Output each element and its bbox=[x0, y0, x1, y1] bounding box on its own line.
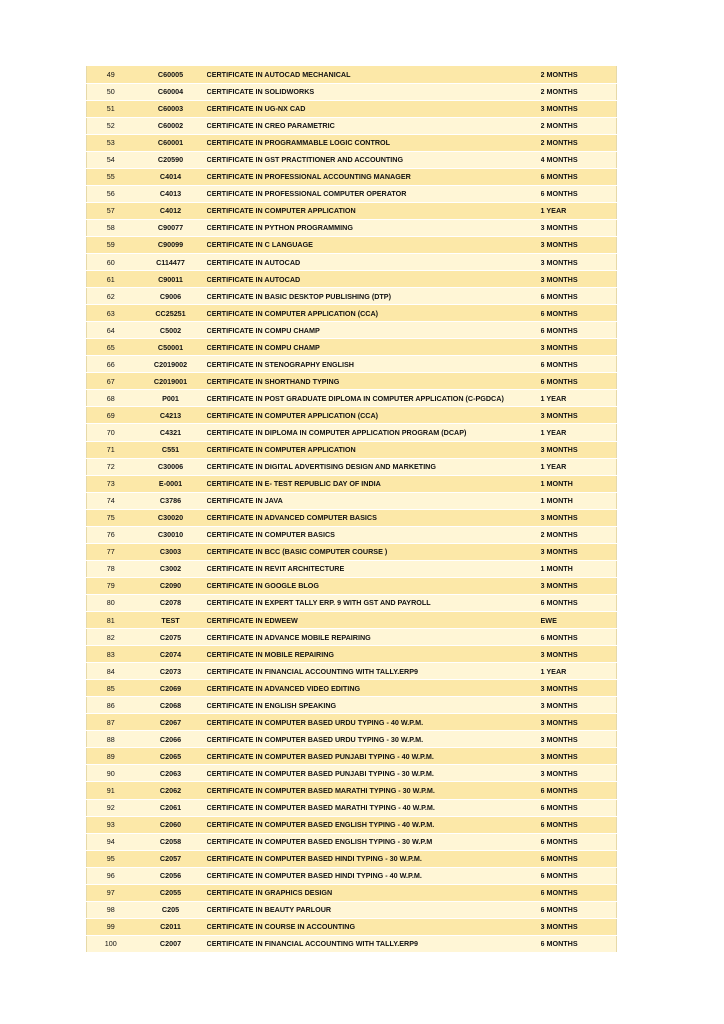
course-name-cell: CERTIFICATE IN POST GRADUATE DIPLOMA IN COMPUTER APPLICATION (C-PGDCA) bbox=[207, 390, 541, 407]
serial-number-cell: 50 bbox=[87, 83, 135, 100]
course-duration-cell: 3 MONTHS bbox=[541, 441, 617, 458]
serial-number-cell: 86 bbox=[87, 697, 135, 714]
serial-number-cell: 99 bbox=[87, 918, 135, 935]
course-name-cell: CERTIFICATE IN GRAPHICS DESIGN bbox=[207, 884, 541, 901]
course-name-cell: CERTIFICATE IN AUTOCAD bbox=[207, 254, 541, 271]
course-code-cell: C30010 bbox=[135, 526, 207, 543]
course-code-cell: C3003 bbox=[135, 543, 207, 560]
course-name-cell: CERTIFICATE IN PROFESSIONAL COMPUTER OPERATOR bbox=[207, 185, 541, 202]
course-code-cell: C2078 bbox=[135, 594, 207, 611]
table-row bbox=[87, 83, 617, 100]
course-name-cell: CERTIFICATE IN AUTOCAD bbox=[207, 271, 541, 288]
course-duration-cell: 2 MONTHS bbox=[541, 83, 617, 100]
table-row bbox=[87, 799, 617, 816]
course-code-cell: C2060 bbox=[135, 816, 207, 833]
course-name-cell: CERTIFICATE IN COMPU CHAMP bbox=[207, 322, 541, 339]
course-code-cell: C4321 bbox=[135, 424, 207, 441]
table-row bbox=[87, 424, 617, 441]
course-duration-cell: 2 MONTHS bbox=[541, 117, 617, 134]
serial-number-cell: 89 bbox=[87, 748, 135, 765]
course-duration-cell: 1 YEAR bbox=[541, 424, 617, 441]
course-name-cell: CERTIFICATE IN JAVA bbox=[207, 492, 541, 509]
course-duration-cell: 6 MONTHS bbox=[541, 867, 617, 884]
course-name-cell: CERTIFICATE IN EDWEEW bbox=[207, 612, 541, 629]
course-duration-cell: 3 MONTHS bbox=[541, 731, 617, 748]
table-row bbox=[87, 185, 617, 202]
table-row bbox=[87, 543, 617, 560]
table-row bbox=[87, 509, 617, 526]
course-duration-cell: 6 MONTHS bbox=[541, 884, 617, 901]
serial-number-cell: 82 bbox=[87, 629, 135, 646]
course-code-cell: C5002 bbox=[135, 322, 207, 339]
course-duration-cell: 6 MONTHS bbox=[541, 594, 617, 611]
course-code-cell: C2057 bbox=[135, 850, 207, 867]
serial-number-cell: 66 bbox=[87, 356, 135, 373]
course-duration-cell: 4 MONTHS bbox=[541, 151, 617, 168]
course-duration-cell: 3 MONTHS bbox=[541, 543, 617, 560]
course-code-cell: C60001 bbox=[135, 134, 207, 151]
course-duration-cell: 3 MONTHS bbox=[541, 714, 617, 731]
serial-number-cell: 90 bbox=[87, 765, 135, 782]
serial-number-cell: 67 bbox=[87, 373, 135, 390]
serial-number-cell: 72 bbox=[87, 458, 135, 475]
table-row bbox=[87, 714, 617, 731]
table-row bbox=[87, 697, 617, 714]
table-row bbox=[87, 236, 617, 253]
course-name-cell: CERTIFICATE IN COMPUTER BASED MARATHI TYPING - 30 W.P.M. bbox=[207, 782, 541, 799]
serial-number-cell: 71 bbox=[87, 441, 135, 458]
course-code-cell: C2065 bbox=[135, 748, 207, 765]
table-row bbox=[87, 629, 617, 646]
course-name-cell: CERTIFICATE IN STENOGRAPHY ENGLISH bbox=[207, 356, 541, 373]
course-name-cell: CERTIFICATE IN E- TEST REPUBLIC DAY OF INDIA bbox=[207, 475, 541, 492]
course-duration-cell: 3 MONTHS bbox=[541, 219, 617, 236]
course-name-cell: CERTIFICATE IN BASIC DESKTOP PUBLISHING (DTP) bbox=[207, 288, 541, 305]
course-duration-cell: 6 MONTHS bbox=[541, 629, 617, 646]
serial-number-cell: 54 bbox=[87, 151, 135, 168]
serial-number-cell: 97 bbox=[87, 884, 135, 901]
course-name-cell: CERTIFICATE IN CREO PARAMETRIC bbox=[207, 117, 541, 134]
course-name-cell: CERTIFICATE IN COMPUTER BASED HINDI TYPING - 40 W.P.M. bbox=[207, 867, 541, 884]
course-code-cell: C60002 bbox=[135, 117, 207, 134]
course-duration-cell: 1 MONTH bbox=[541, 475, 617, 492]
course-name-cell: CERTIFICATE IN COURSE IN ACCOUNTING bbox=[207, 918, 541, 935]
table-row bbox=[87, 356, 617, 373]
course-name-cell: CERTIFICATE IN FINANCIAL ACCOUNTING WITH TALLY.ERP9 bbox=[207, 935, 541, 952]
course-duration-cell: EWE bbox=[541, 612, 617, 629]
table-row bbox=[87, 339, 617, 356]
course-code-cell: C2075 bbox=[135, 629, 207, 646]
course-name-cell: CERTIFICATE IN PYTHON PROGRAMMING bbox=[207, 219, 541, 236]
course-duration-cell: 1 YEAR bbox=[541, 458, 617, 475]
course-duration-cell: 3 MONTHS bbox=[541, 339, 617, 356]
table-row bbox=[87, 594, 617, 611]
course-code-cell: C2019002 bbox=[135, 356, 207, 373]
serial-number-cell: 69 bbox=[87, 407, 135, 424]
serial-number-cell: 73 bbox=[87, 475, 135, 492]
course-name-cell: CERTIFICATE IN GOOGLE BLOG bbox=[207, 577, 541, 594]
course-duration-cell: 3 MONTHS bbox=[541, 407, 617, 424]
course-duration-cell: 3 MONTHS bbox=[541, 100, 617, 117]
course-code-cell: C2062 bbox=[135, 782, 207, 799]
course-duration-cell: 6 MONTHS bbox=[541, 305, 617, 322]
serial-number-cell: 79 bbox=[87, 577, 135, 594]
course-name-cell: CERTIFICATE IN BEAUTY PARLOUR bbox=[207, 901, 541, 918]
course-duration-cell: 3 MONTHS bbox=[541, 646, 617, 663]
course-code-cell: C4012 bbox=[135, 202, 207, 219]
course-name-cell: CERTIFICATE IN COMPUTER BASED URDU TYPING - 30 W.P.M. bbox=[207, 731, 541, 748]
table-row bbox=[87, 100, 617, 117]
course-code-cell: C2058 bbox=[135, 833, 207, 850]
course-name-cell: CERTIFICATE IN COMPUTER BASED MARATHI TYPING - 40 W.P.M. bbox=[207, 799, 541, 816]
course-name-cell: CERTIFICATE IN DIPLOMA IN COMPUTER APPLICATION PROGRAM (DCAP) bbox=[207, 424, 541, 441]
serial-number-cell: 63 bbox=[87, 305, 135, 322]
serial-number-cell: 70 bbox=[87, 424, 135, 441]
table-row bbox=[87, 134, 617, 151]
course-name-cell: CERTIFICATE IN COMPU CHAMP bbox=[207, 339, 541, 356]
serial-number-cell: 85 bbox=[87, 680, 135, 697]
serial-number-cell: 53 bbox=[87, 134, 135, 151]
course-name-cell: CERTIFICATE IN ADVANCE MOBILE REPAIRING bbox=[207, 629, 541, 646]
course-duration-cell: 6 MONTHS bbox=[541, 782, 617, 799]
serial-number-cell: 49 bbox=[87, 66, 135, 83]
course-code-cell: C50001 bbox=[135, 339, 207, 356]
table-row bbox=[87, 782, 617, 799]
course-duration-cell: 1 YEAR bbox=[541, 390, 617, 407]
serial-number-cell: 77 bbox=[87, 543, 135, 560]
course-duration-cell: 1 MONTH bbox=[541, 492, 617, 509]
course-duration-cell: 3 MONTHS bbox=[541, 680, 617, 697]
course-code-cell: C30020 bbox=[135, 509, 207, 526]
serial-number-cell: 51 bbox=[87, 100, 135, 117]
table-row bbox=[87, 577, 617, 594]
serial-number-cell: 100 bbox=[87, 935, 135, 952]
serial-number-cell: 65 bbox=[87, 339, 135, 356]
course-duration-cell: 3 MONTHS bbox=[541, 577, 617, 594]
table-row bbox=[87, 373, 617, 390]
course-code-cell: C90077 bbox=[135, 219, 207, 236]
course-code-cell: C20590 bbox=[135, 151, 207, 168]
course-name-cell: CERTIFICATE IN COMPUTER APPLICATION bbox=[207, 441, 541, 458]
course-code-cell: C2067 bbox=[135, 714, 207, 731]
course-name-cell: CERTIFICATE IN PROGRAMMABLE LOGIC CONTROL bbox=[207, 134, 541, 151]
serial-number-cell: 55 bbox=[87, 168, 135, 185]
serial-number-cell: 81 bbox=[87, 612, 135, 629]
course-code-cell: C30006 bbox=[135, 458, 207, 475]
course-duration-cell: 3 MONTHS bbox=[541, 748, 617, 765]
course-duration-cell: 6 MONTHS bbox=[541, 935, 617, 952]
course-name-cell: CERTIFICATE IN COMPUTER BASED URDU TYPING - 40 W.P.M. bbox=[207, 714, 541, 731]
course-duration-cell: 6 MONTHS bbox=[541, 833, 617, 850]
course-code-cell: C205 bbox=[135, 901, 207, 918]
course-duration-cell: 6 MONTHS bbox=[541, 168, 617, 185]
course-duration-cell: 6 MONTHS bbox=[541, 322, 617, 339]
course-code-cell: C60005 bbox=[135, 66, 207, 83]
course-code-cell: TEST bbox=[135, 612, 207, 629]
course-name-cell: CERTIFICATE IN MOBILE REPAIRING bbox=[207, 646, 541, 663]
serial-number-cell: 91 bbox=[87, 782, 135, 799]
course-duration-cell: 3 MONTHS bbox=[541, 918, 617, 935]
course-code-cell: C2019001 bbox=[135, 373, 207, 390]
course-duration-cell: 1 YEAR bbox=[541, 663, 617, 680]
table-row bbox=[87, 833, 617, 850]
table-row bbox=[87, 816, 617, 833]
course-code-cell: C551 bbox=[135, 441, 207, 458]
course-name-cell: CERTIFICATE IN COMPUTER BASED ENGLISH TYPING - 30 W.P.M bbox=[207, 833, 541, 850]
course-name-cell: CERTIFICATE IN ENGLISH SPEAKING bbox=[207, 697, 541, 714]
table-row bbox=[87, 935, 617, 952]
serial-number-cell: 78 bbox=[87, 560, 135, 577]
course-code-cell: CC25251 bbox=[135, 305, 207, 322]
course-duration-cell: 6 MONTHS bbox=[541, 373, 617, 390]
course-duration-cell: 6 MONTHS bbox=[541, 850, 617, 867]
serial-number-cell: 56 bbox=[87, 185, 135, 202]
table-row bbox=[87, 731, 617, 748]
course-code-cell: C2068 bbox=[135, 697, 207, 714]
table-row bbox=[87, 475, 617, 492]
table-row bbox=[87, 663, 617, 680]
course-name-cell: CERTIFICATE IN COMPUTER BASED PUNJABI TYPING - 30 W.P.M. bbox=[207, 765, 541, 782]
course-duration-cell: 1 MONTH bbox=[541, 560, 617, 577]
serial-number-cell: 60 bbox=[87, 254, 135, 271]
course-code-cell: C4013 bbox=[135, 185, 207, 202]
serial-number-cell: 58 bbox=[87, 219, 135, 236]
serial-number-cell: 61 bbox=[87, 271, 135, 288]
course-name-cell: CERTIFICATE IN COMPUTER BASED PUNJABI TYPING - 40 W.P.M. bbox=[207, 748, 541, 765]
course-code-cell: C3002 bbox=[135, 560, 207, 577]
serial-number-cell: 87 bbox=[87, 714, 135, 731]
course-name-cell: CERTIFICATE IN REVIT ARCHITECTURE bbox=[207, 560, 541, 577]
table-row bbox=[87, 202, 617, 219]
course-code-cell: C2061 bbox=[135, 799, 207, 816]
table-row bbox=[87, 612, 617, 629]
serial-number-cell: 98 bbox=[87, 901, 135, 918]
serial-number-cell: 52 bbox=[87, 117, 135, 134]
course-code-cell: C9006 bbox=[135, 288, 207, 305]
course-duration-cell: 6 MONTHS bbox=[541, 816, 617, 833]
course-code-cell: C2069 bbox=[135, 680, 207, 697]
course-duration-cell: 6 MONTHS bbox=[541, 185, 617, 202]
table-row bbox=[87, 117, 617, 134]
course-duration-cell: 3 MONTHS bbox=[541, 509, 617, 526]
course-name-cell: CERTIFICATE IN COMPUTER BASED ENGLISH TYPING - 40 W.P.M. bbox=[207, 816, 541, 833]
table-row bbox=[87, 219, 617, 236]
table-row bbox=[87, 390, 617, 407]
course-duration-cell: 3 MONTHS bbox=[541, 271, 617, 288]
serial-number-cell: 94 bbox=[87, 833, 135, 850]
serial-number-cell: 84 bbox=[87, 663, 135, 680]
course-duration-cell: 3 MONTHS bbox=[541, 236, 617, 253]
course-duration-cell: 6 MONTHS bbox=[541, 356, 617, 373]
course-duration-cell: 1 YEAR bbox=[541, 202, 617, 219]
course-name-cell: CERTIFICATE IN ADVANCED VIDEO EDITING bbox=[207, 680, 541, 697]
table-row bbox=[87, 560, 617, 577]
serial-number-cell: 64 bbox=[87, 322, 135, 339]
course-name-cell: CERTIFICATE IN SOLIDWORKS bbox=[207, 83, 541, 100]
course-code-cell: C4213 bbox=[135, 407, 207, 424]
serial-number-cell: 93 bbox=[87, 816, 135, 833]
course-name-cell: CERTIFICATE IN AUTOCAD MECHANICAL bbox=[207, 66, 541, 83]
course-name-cell: CERTIFICATE IN EXPERT TALLY ERP. 9 WITH GST AND PAYROLL bbox=[207, 594, 541, 611]
table-row bbox=[87, 458, 617, 475]
course-code-cell: C2073 bbox=[135, 663, 207, 680]
course-table bbox=[86, 66, 617, 953]
course-table-body bbox=[87, 66, 617, 952]
table-row bbox=[87, 884, 617, 901]
course-name-cell: CERTIFICATE IN COMPUTER BASED HINDI TYPING - 30 W.P.M. bbox=[207, 850, 541, 867]
course-code-cell: C2056 bbox=[135, 867, 207, 884]
table-row bbox=[87, 492, 617, 509]
course-name-cell: CERTIFICATE IN DIGITAL ADVERTISING DESIGN AND MARKETING bbox=[207, 458, 541, 475]
table-row bbox=[87, 305, 617, 322]
course-name-cell: CERTIFICATE IN GST PRACTITIONER AND ACCOUNTING bbox=[207, 151, 541, 168]
table-row bbox=[87, 288, 617, 305]
serial-number-cell: 68 bbox=[87, 390, 135, 407]
course-name-cell: CERTIFICATE IN UG-NX CAD bbox=[207, 100, 541, 117]
course-name-cell: CERTIFICATE IN C LANGUAGE bbox=[207, 236, 541, 253]
serial-number-cell: 92 bbox=[87, 799, 135, 816]
course-code-cell: C3786 bbox=[135, 492, 207, 509]
course-code-cell: C114477 bbox=[135, 254, 207, 271]
serial-number-cell: 59 bbox=[87, 236, 135, 253]
table-row bbox=[87, 322, 617, 339]
course-duration-cell: 6 MONTHS bbox=[541, 901, 617, 918]
table-row bbox=[87, 66, 617, 83]
course-name-cell: CERTIFICATE IN COMPUTER APPLICATION bbox=[207, 202, 541, 219]
serial-number-cell: 76 bbox=[87, 526, 135, 543]
table-row bbox=[87, 680, 617, 697]
course-code-cell: C2011 bbox=[135, 918, 207, 935]
table-row bbox=[87, 901, 617, 918]
course-code-cell: C2063 bbox=[135, 765, 207, 782]
course-code-cell: C90011 bbox=[135, 271, 207, 288]
course-duration-cell: 3 MONTHS bbox=[541, 697, 617, 714]
course-code-cell: C60004 bbox=[135, 83, 207, 100]
course-duration-cell: 2 MONTHS bbox=[541, 66, 617, 83]
course-code-cell: C2066 bbox=[135, 731, 207, 748]
course-code-cell: C4014 bbox=[135, 168, 207, 185]
serial-number-cell: 96 bbox=[87, 867, 135, 884]
course-name-cell: CERTIFICATE IN BCC (BASIC COMPUTER COURSE ) bbox=[207, 543, 541, 560]
course-name-cell: CERTIFICATE IN SHORTHAND TYPING bbox=[207, 373, 541, 390]
serial-number-cell: 88 bbox=[87, 731, 135, 748]
course-code-cell: C2074 bbox=[135, 646, 207, 663]
course-duration-cell: 3 MONTHS bbox=[541, 765, 617, 782]
course-code-cell: C2090 bbox=[135, 577, 207, 594]
course-code-cell: C90099 bbox=[135, 236, 207, 253]
course-code-cell: C60003 bbox=[135, 100, 207, 117]
table-row bbox=[87, 526, 617, 543]
course-name-cell: CERTIFICATE IN COMPUTER APPLICATION (CCA) bbox=[207, 407, 541, 424]
table-row bbox=[87, 271, 617, 288]
table-row bbox=[87, 441, 617, 458]
table-row bbox=[87, 168, 617, 185]
table-row bbox=[87, 850, 617, 867]
serial-number-cell: 95 bbox=[87, 850, 135, 867]
course-name-cell: CERTIFICATE IN FINANCIAL ACCOUNTING WITH TALLY.ERP9 bbox=[207, 663, 541, 680]
serial-number-cell: 62 bbox=[87, 288, 135, 305]
course-name-cell: CERTIFICATE IN COMPUTER APPLICATION (CCA) bbox=[207, 305, 541, 322]
table-row bbox=[87, 407, 617, 424]
course-name-cell: CERTIFICATE IN ADVANCED COMPUTER BASICS bbox=[207, 509, 541, 526]
table-row bbox=[87, 151, 617, 168]
course-duration-cell: 6 MONTHS bbox=[541, 288, 617, 305]
course-duration-cell: 2 MONTHS bbox=[541, 526, 617, 543]
course-duration-cell: 6 MONTHS bbox=[541, 799, 617, 816]
course-name-cell: CERTIFICATE IN COMPUTER BASICS bbox=[207, 526, 541, 543]
serial-number-cell: 80 bbox=[87, 594, 135, 611]
serial-number-cell: 74 bbox=[87, 492, 135, 509]
course-duration-cell: 3 MONTHS bbox=[541, 254, 617, 271]
course-duration-cell: 2 MONTHS bbox=[541, 134, 617, 151]
course-code-cell: E-0001 bbox=[135, 475, 207, 492]
serial-number-cell: 75 bbox=[87, 509, 135, 526]
table-row bbox=[87, 765, 617, 782]
table-row bbox=[87, 254, 617, 271]
serial-number-cell: 57 bbox=[87, 202, 135, 219]
course-name-cell: CERTIFICATE IN PROFESSIONAL ACCOUNTING MANAGER bbox=[207, 168, 541, 185]
table-row bbox=[87, 748, 617, 765]
table-row bbox=[87, 646, 617, 663]
table-row bbox=[87, 867, 617, 884]
course-code-cell: P001 bbox=[135, 390, 207, 407]
course-code-cell: C2055 bbox=[135, 884, 207, 901]
table-row bbox=[87, 918, 617, 935]
serial-number-cell: 83 bbox=[87, 646, 135, 663]
course-code-cell: C2007 bbox=[135, 935, 207, 952]
